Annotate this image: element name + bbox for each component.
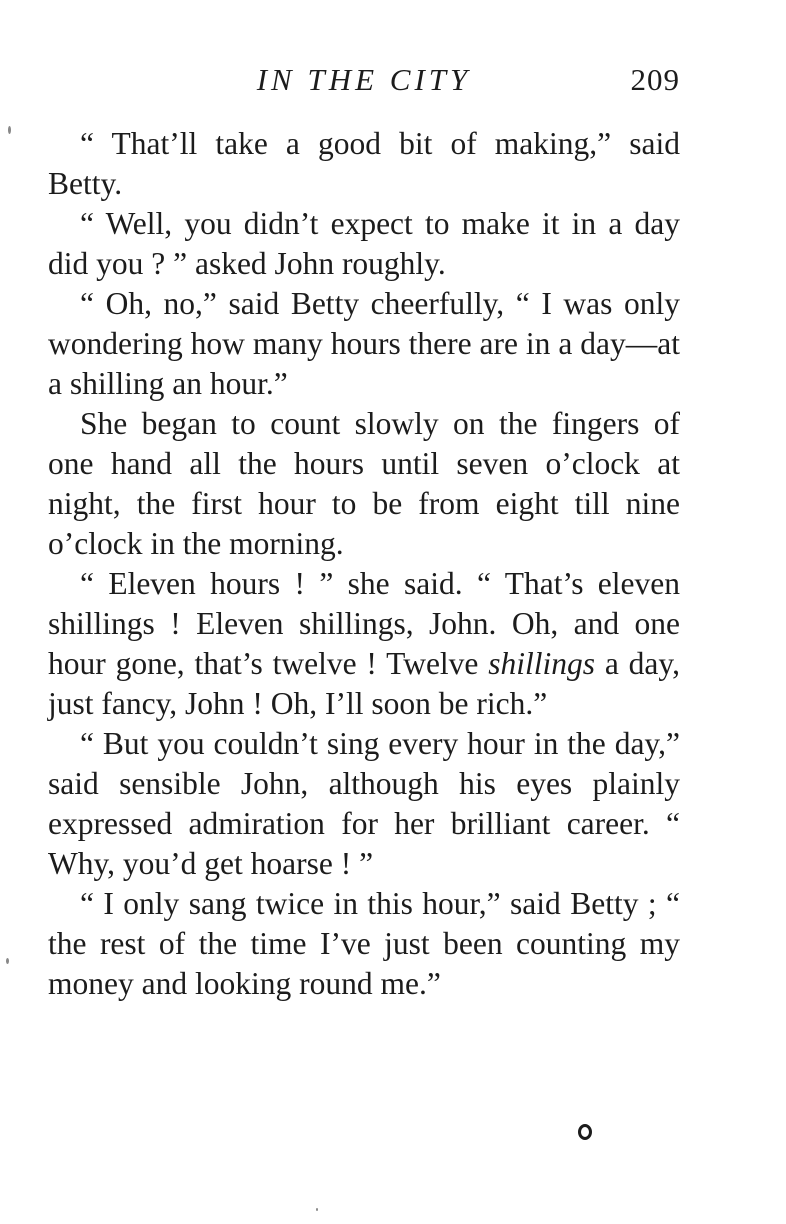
- paragraph: She began to count slowly on the fingers of one hand all the hours until seven o’clock at night, the first hour to be from eight till nine o’clock in the morning.: [48, 406, 680, 561]
- italic-emphasis: shillings: [488, 646, 596, 681]
- paragraph-text: a day, just fancy, John ! Oh, I’ll soon be rich.”: [48, 646, 680, 721]
- paragraph: “ That’ll take a good bit of making,” said Betty.: [48, 126, 680, 201]
- paragraph: [48, 564, 680, 724]
- paragraph: “ Oh, no,” said Betty cheerfully, “ I was only wondering how many hours there are in a day—at a shilling an hour.”: [48, 286, 680, 401]
- page-number: 209: [630, 62, 680, 97]
- running-head: [48, 62, 680, 106]
- paragraph: “ I only sang twice in this hour,” said Betty ; “ the rest of the time I’ve just been counting my money and looking round me.”: [48, 886, 680, 1001]
- signature-mark-icon: [578, 1124, 592, 1140]
- paper-speck: [8, 126, 11, 134]
- paragraph: “ Well, you didn’t expect to make it in a day did you ? ” asked John roughly.: [48, 206, 680, 281]
- paragraph-text: “ Eleven hours ! ” she said. “ That’s eleven shillings ! Eleven shillings, John. Oh, and one hour gone, that’s twelve ! Twelve: [48, 566, 680, 681]
- body-text: [48, 124, 680, 1004]
- paragraph: “ But you couldn’t sing every hour in the day,” said sensible John, although his eyes plainly expressed admiration for her brilliant career. “ Why, you’d get hoarse ! ”: [48, 726, 680, 881]
- paper-speck: [316, 1208, 318, 1211]
- paper-speck: [6, 958, 9, 964]
- running-title: IN THE CITY: [256, 62, 472, 97]
